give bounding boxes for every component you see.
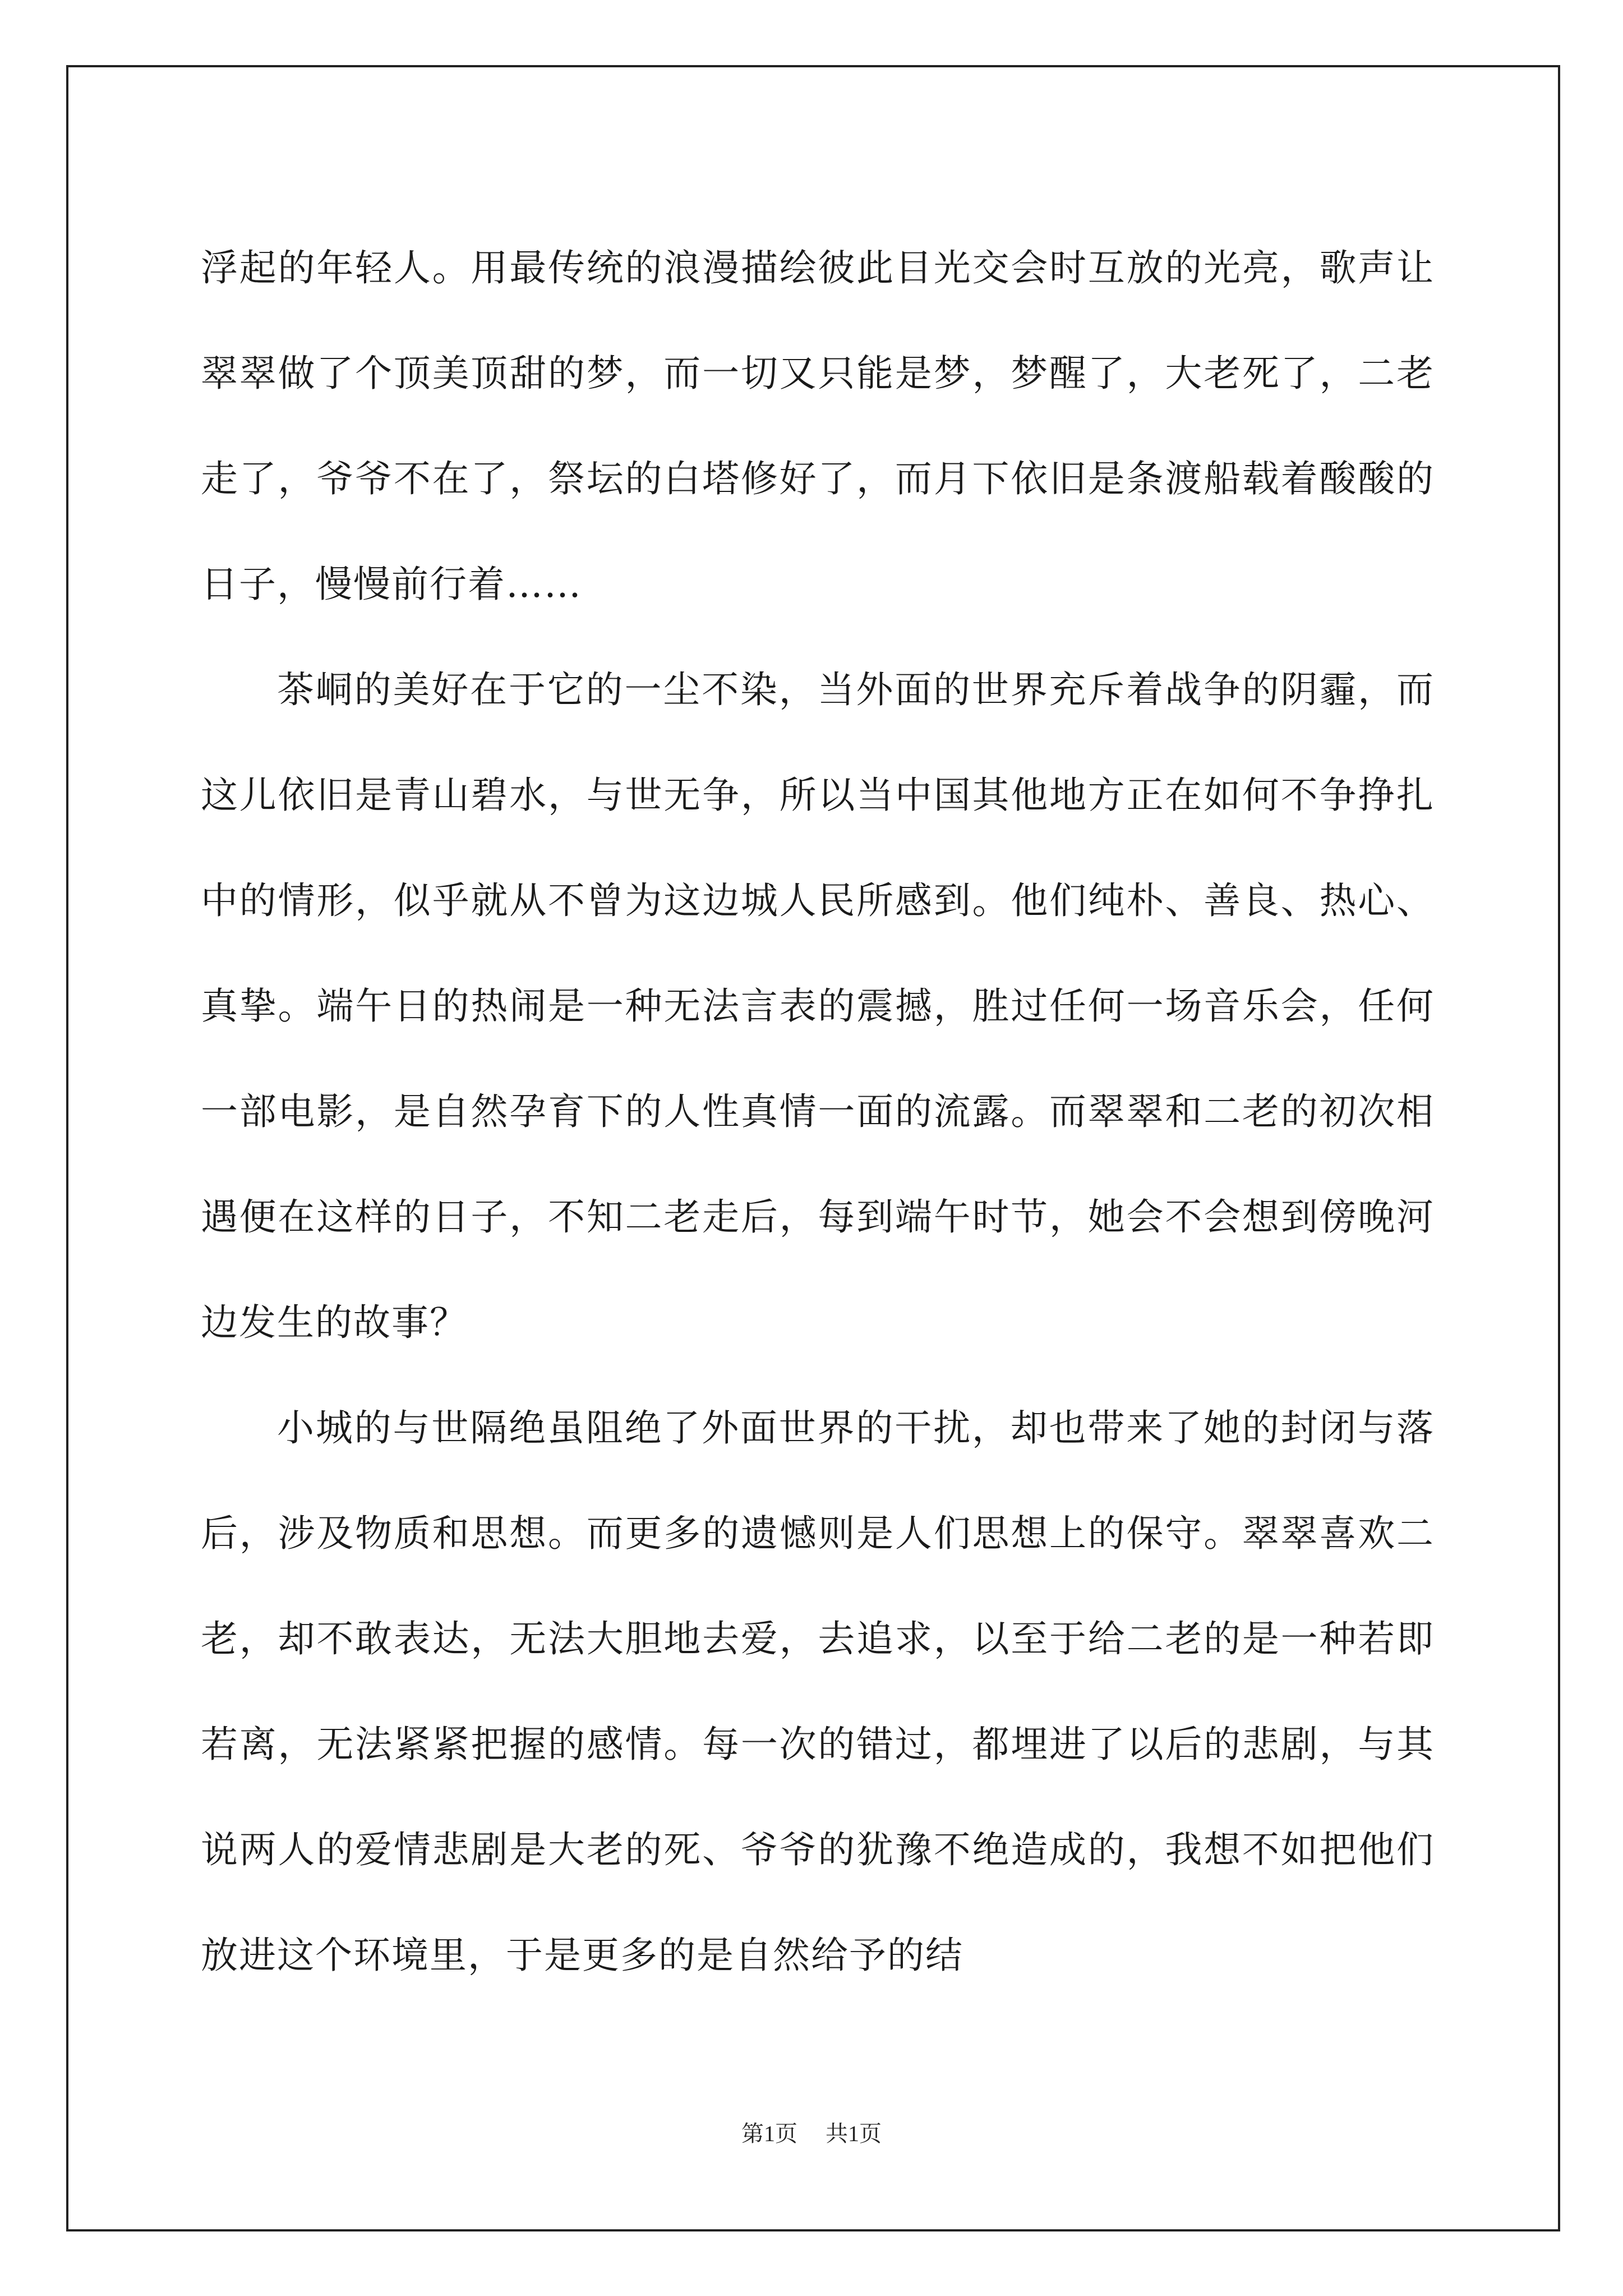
page-number-total: 共1页 <box>826 2121 882 2146</box>
paragraph-1: 浮起的年轻人。用最传统的浪漫描绘彼此目光交会时互放的光亮，歌声让翠翠做了个顶美顶甜的梦，而一切又只能是梦，梦醒了，大老死了，二老走了，爷爷不在了，祭坛的白塔修好了，而月下依旧是条渡船载着酸酸的日子，慢慢前行着…… <box>201 246 1435 606</box>
document-body <box>201 215 1435 2008</box>
page-footer <box>0 2116 1623 2148</box>
paragraph-2: 茶峒的美好在于它的一尘不染，当外面的世界充斥着战争的阴霾，而这儿依旧是青山碧水，与世无争，所以当中国其他地方正在如何不争挣扎中的情形，似乎就从不曾为这边城人民所感到。他们纯朴、善良、热心、真挚。端午日的热闹是一种无法言表的震撼，胜过任何一场音乐会，任何一部电影，是自然孕育下的人性真情一面的流露。而翠翠和二老的初次相遇便在这样的日子，不知二老走后，每到端午时节，她会不会想到傍晚河边发生的故事？ <box>201 668 1435 1344</box>
page-number-current: 第1页 <box>741 2121 797 2146</box>
paragraph-3: 小城的与世隔绝虽阻绝了外面世界的干扰，却也带来了她的封闭与落后，涉及物质和思想。而更多的遗憾则是人们思想上的保守。翠翠喜欢二老，却不敢表达，无法大胆地去爱，去追求，以至于给二老的是一种若即若离，无法紧紧把握的感情。每一次的错过，都埋进了以后的悲剧，与其说两人的爱情悲剧是大老的死、爷爷的犹豫不绝造成的，我想不如把他们放进这个环境里，于是更多的是自然给予的结 <box>201 1406 1435 1977</box>
